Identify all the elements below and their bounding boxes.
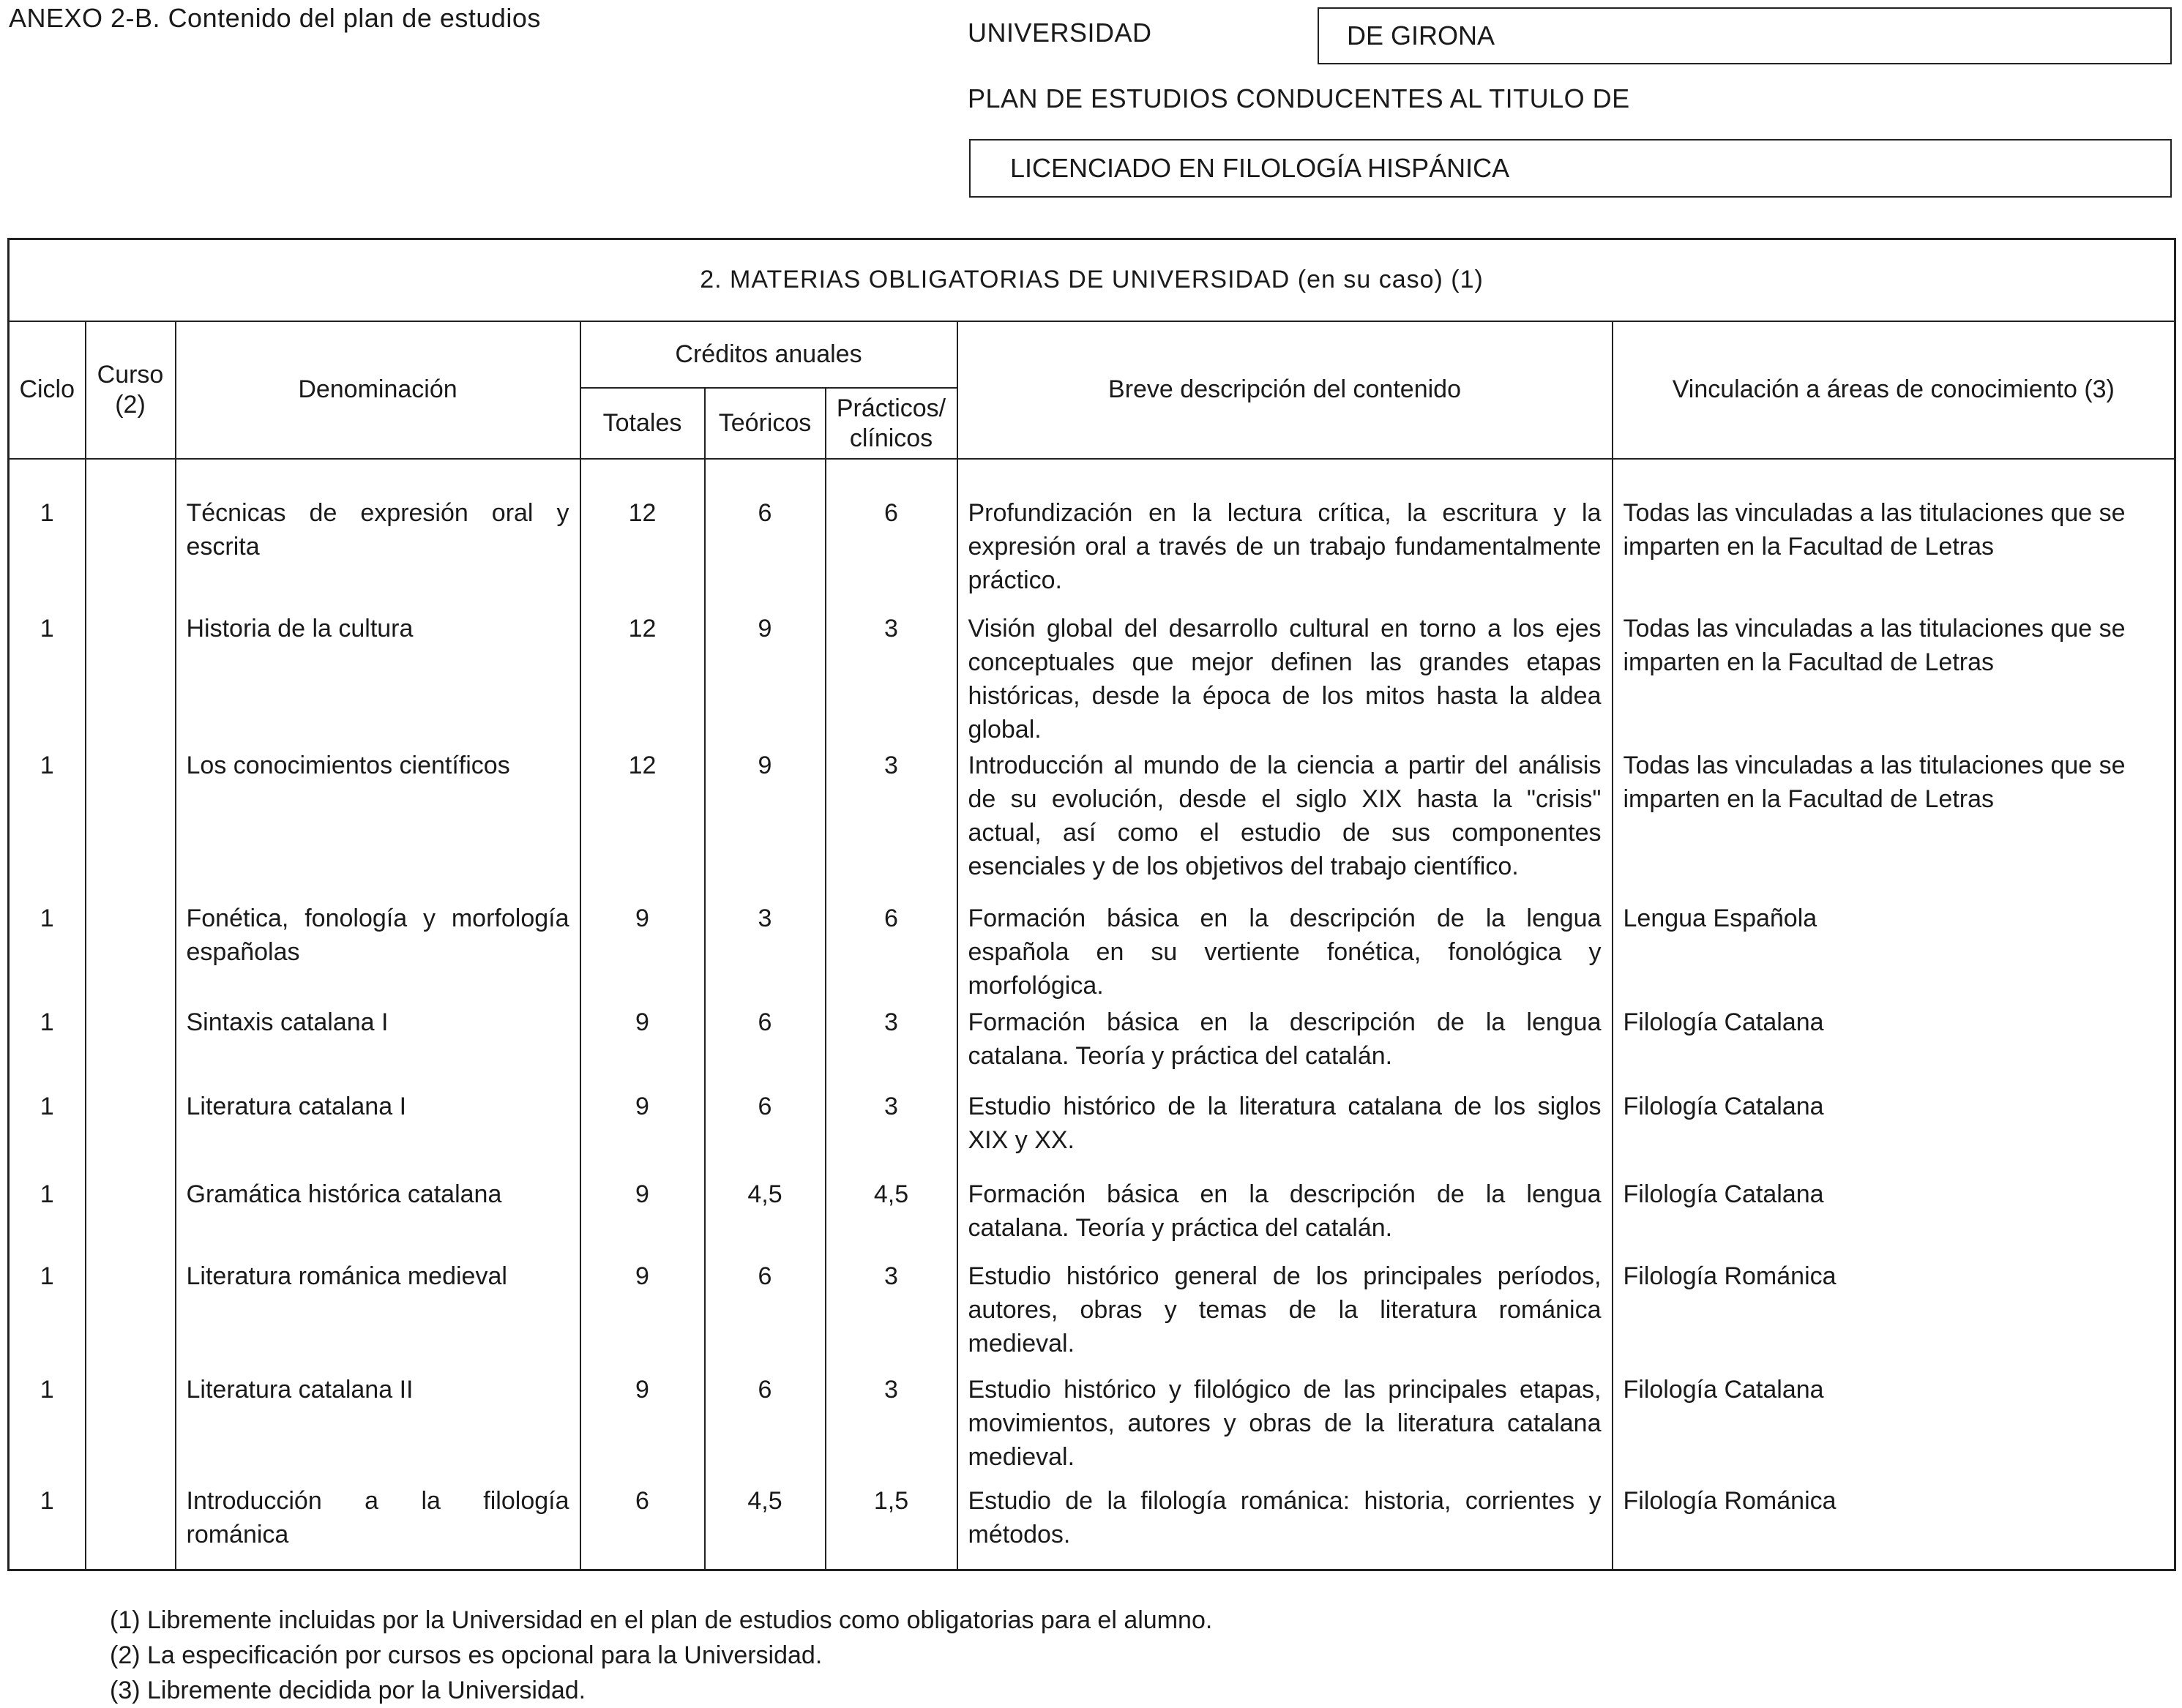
totales-cell: 9: [580, 1177, 705, 1259]
ciclo-cell: 1: [9, 1005, 86, 1089]
practicos-cell: 1,5: [826, 1484, 957, 1570]
footnote-1: (1) Libremente incluidas por la Universidad en el plan de estudios como obligatorias para el alumno.: [110, 1606, 1213, 1634]
curso-cell: [86, 902, 176, 1006]
teoricos-cell: 6: [705, 496, 826, 612]
descripcion-cell: Estudio de la filología románica: historia, corrientes y métodos.: [957, 1484, 1613, 1570]
header-totales: Totales: [580, 388, 705, 459]
totales-cell: 9: [580, 1373, 705, 1485]
header-descripcion: Breve descripción del contenido: [957, 321, 1613, 459]
curso-cell: [86, 1177, 176, 1259]
practicos-cell: 6: [826, 902, 957, 1006]
totales-cell: 9: [580, 1259, 705, 1373]
descripcion-cell: Visión global del desarrollo cultural en torno a los ejes conceptuales que mejor definen las grandes etapas históricas, desde la época de los mitos hasta la aldea global.: [957, 612, 1613, 749]
totales-cell: 9: [580, 1090, 705, 1177]
header-vinculacion: Vinculación a áreas de conocimiento (3): [1613, 321, 2175, 459]
ciclo-cell: 1: [9, 1484, 86, 1570]
totales-cell: 12: [580, 612, 705, 749]
table-row: [9, 612, 2175, 749]
practicos-cell: 3: [826, 1259, 957, 1373]
table-row: [9, 1373, 2175, 1485]
curso-cell: [86, 1259, 176, 1373]
ciclo-cell: 1: [9, 902, 86, 1006]
teoricos-cell: 4,5: [705, 1177, 826, 1259]
totales-cell: 6: [580, 1484, 705, 1570]
vinculacion-cell: Todas las vinculadas a las titulaciones que se imparten en la Facultad de Letras: [1613, 612, 2175, 749]
totales-cell: 12: [580, 749, 705, 902]
header-denominacion: Denominación: [176, 321, 580, 459]
table-row: [9, 1484, 2175, 1570]
denominacion-cell: Gramática histórica catalana: [176, 1177, 580, 1259]
subjects-table: [7, 238, 2176, 1571]
ciclo-cell: 1: [9, 1259, 86, 1373]
vinculacion-cell: Filología Catalana: [1613, 1005, 2175, 1089]
curso-cell: [86, 749, 176, 902]
header-ciclo: Ciclo: [9, 321, 86, 459]
header-teoricos: Teóricos: [705, 388, 826, 459]
university-value: DE GIRONA: [1347, 20, 1495, 50]
vinculacion-cell: Filología Catalana: [1613, 1090, 2175, 1177]
teoricos-cell: 6: [705, 1090, 826, 1177]
table-row: [9, 1090, 2175, 1177]
descripcion-cell: Estudio histórico de la literatura catalana de los siglos XIX y XX.: [957, 1090, 1613, 1177]
teoricos-cell: 9: [705, 612, 826, 749]
ciclo-cell: 1: [9, 496, 86, 612]
teoricos-cell: 6: [705, 1373, 826, 1485]
curso-cell: [86, 1090, 176, 1177]
descripcion-cell: Introducción al mundo de la ciencia a partir del análisis de su evolución, desde el siglo XIX hasta la "crisis" actual, así como el estudio de sus componentes esenciales y de los objetivos del trabajo científico.: [957, 749, 1613, 902]
vinculacion-cell: Todas las vinculadas a las titulaciones que se imparten en la Facultad de Letras: [1613, 496, 2175, 612]
teoricos-cell: 6: [705, 1005, 826, 1089]
degree-value: LICENCIADO EN FILOLOGÍA HISPÁNICA: [1010, 153, 1510, 183]
curso-cell: [86, 612, 176, 749]
practicos-cell: 3: [826, 749, 957, 902]
denominacion-cell: Técnicas de expresión oral y escrita: [176, 496, 580, 612]
denominacion-cell: Introducción a la filología románica: [176, 1484, 580, 1570]
vinculacion-cell: Todas las vinculadas a las titulaciones que se imparten en la Facultad de Letras: [1613, 749, 2175, 902]
practicos-cell: 3: [826, 1005, 957, 1089]
ciclo-cell: 1: [9, 1090, 86, 1177]
totales-cell: 12: [580, 496, 705, 612]
footnote-3: (3) Libremente decidida por la Universidad.: [110, 1677, 586, 1704]
curso-cell: [86, 496, 176, 612]
ciclo-cell: 1: [9, 612, 86, 749]
denominacion-cell: Sintaxis catalana I: [176, 1005, 580, 1089]
teoricos-cell: 9: [705, 749, 826, 902]
footnote-2: (2) La especificación por cursos es opcional para la Universidad.: [110, 1641, 823, 1669]
table-row: [9, 1259, 2175, 1373]
table-title: 2. MATERIAS OBLIGATORIAS DE UNIVERSIDAD (en su caso) (1): [9, 239, 2175, 321]
curso-cell: [86, 1484, 176, 1570]
denominacion-cell: Fonética, fonología y morfología españolas: [176, 902, 580, 1006]
teoricos-cell: 3: [705, 902, 826, 1006]
table-row: [9, 496, 2175, 612]
descripcion-cell: Formación básica en la descripción de la lengua catalana. Teoría y práctica del catalán.: [957, 1177, 1613, 1259]
practicos-cell: 3: [826, 1373, 957, 1485]
descripcion-cell: Estudio histórico general de los principales períodos, autores, obras y temas de la literatura románica medieval.: [957, 1259, 1613, 1373]
annex-title: ANEXO 2-B. Contenido del plan de estudios: [9, 3, 541, 33]
teoricos-cell: 6: [705, 1259, 826, 1373]
ciclo-cell: 1: [9, 1177, 86, 1259]
footnotes: [110, 1603, 1212, 1708]
totales-cell: 9: [580, 1005, 705, 1089]
ciclo-cell: 1: [9, 749, 86, 902]
header-curso: Curso (2): [86, 321, 176, 459]
descripcion-cell: Estudio histórico y filológico de las principales etapas, movimientos, autores y obras de la literatura catalana medieval.: [957, 1373, 1613, 1485]
practicos-cell: 3: [826, 1090, 957, 1177]
vinculacion-cell: Lengua Española: [1613, 902, 2175, 1006]
denominacion-cell: Literatura catalana I: [176, 1090, 580, 1177]
descripcion-cell: Profundización en la lectura crítica, la escritura y la expresión oral a través de un trabajo fundamentalmente práctico.: [957, 496, 1613, 612]
degree-field: [969, 139, 2172, 198]
teoricos-cell: 4,5: [705, 1484, 826, 1570]
table-row: [9, 1177, 2175, 1259]
vinculacion-cell: Filología Catalana: [1613, 1373, 2175, 1485]
practicos-cell: 3: [826, 612, 957, 749]
curso-cell: [86, 1005, 176, 1089]
plan-label: PLAN DE ESTUDIOS CONDUCENTES AL TITULO DE: [968, 83, 1630, 113]
totales-cell: 9: [580, 902, 705, 1006]
ciclo-cell: 1: [9, 1373, 86, 1485]
descripcion-cell: Formación básica en la descripción de la lengua española en su vertiente fonética, fonológica y morfológica.: [957, 902, 1613, 1006]
denominacion-cell: Historia de la cultura: [176, 612, 580, 749]
practicos-cell: 6: [826, 496, 957, 612]
vinculacion-cell: Filología Catalana: [1613, 1177, 2175, 1259]
header-practicos: Prácticos/ clínicos: [826, 388, 957, 459]
denominacion-cell: Literatura catalana II: [176, 1373, 580, 1485]
descripcion-cell: Formación básica en la descripción de la lengua catalana. Teoría y práctica del catalán.: [957, 1005, 1613, 1089]
table-row: [9, 902, 2175, 1006]
header-creditos: Créditos anuales: [580, 321, 957, 389]
vinculacion-cell: Filología Románica: [1613, 1484, 2175, 1570]
vinculacion-cell: Filología Románica: [1613, 1259, 2175, 1373]
university-label: UNIVERSIDAD: [968, 18, 1152, 48]
table-row: [9, 1005, 2175, 1089]
university-field: [1318, 7, 2172, 64]
denominacion-cell: Los conocimientos científicos: [176, 749, 580, 902]
practicos-cell: 4,5: [826, 1177, 957, 1259]
denominacion-cell: Literatura románica medieval: [176, 1259, 580, 1373]
curso-cell: [86, 1373, 176, 1485]
table-row: [9, 749, 2175, 902]
